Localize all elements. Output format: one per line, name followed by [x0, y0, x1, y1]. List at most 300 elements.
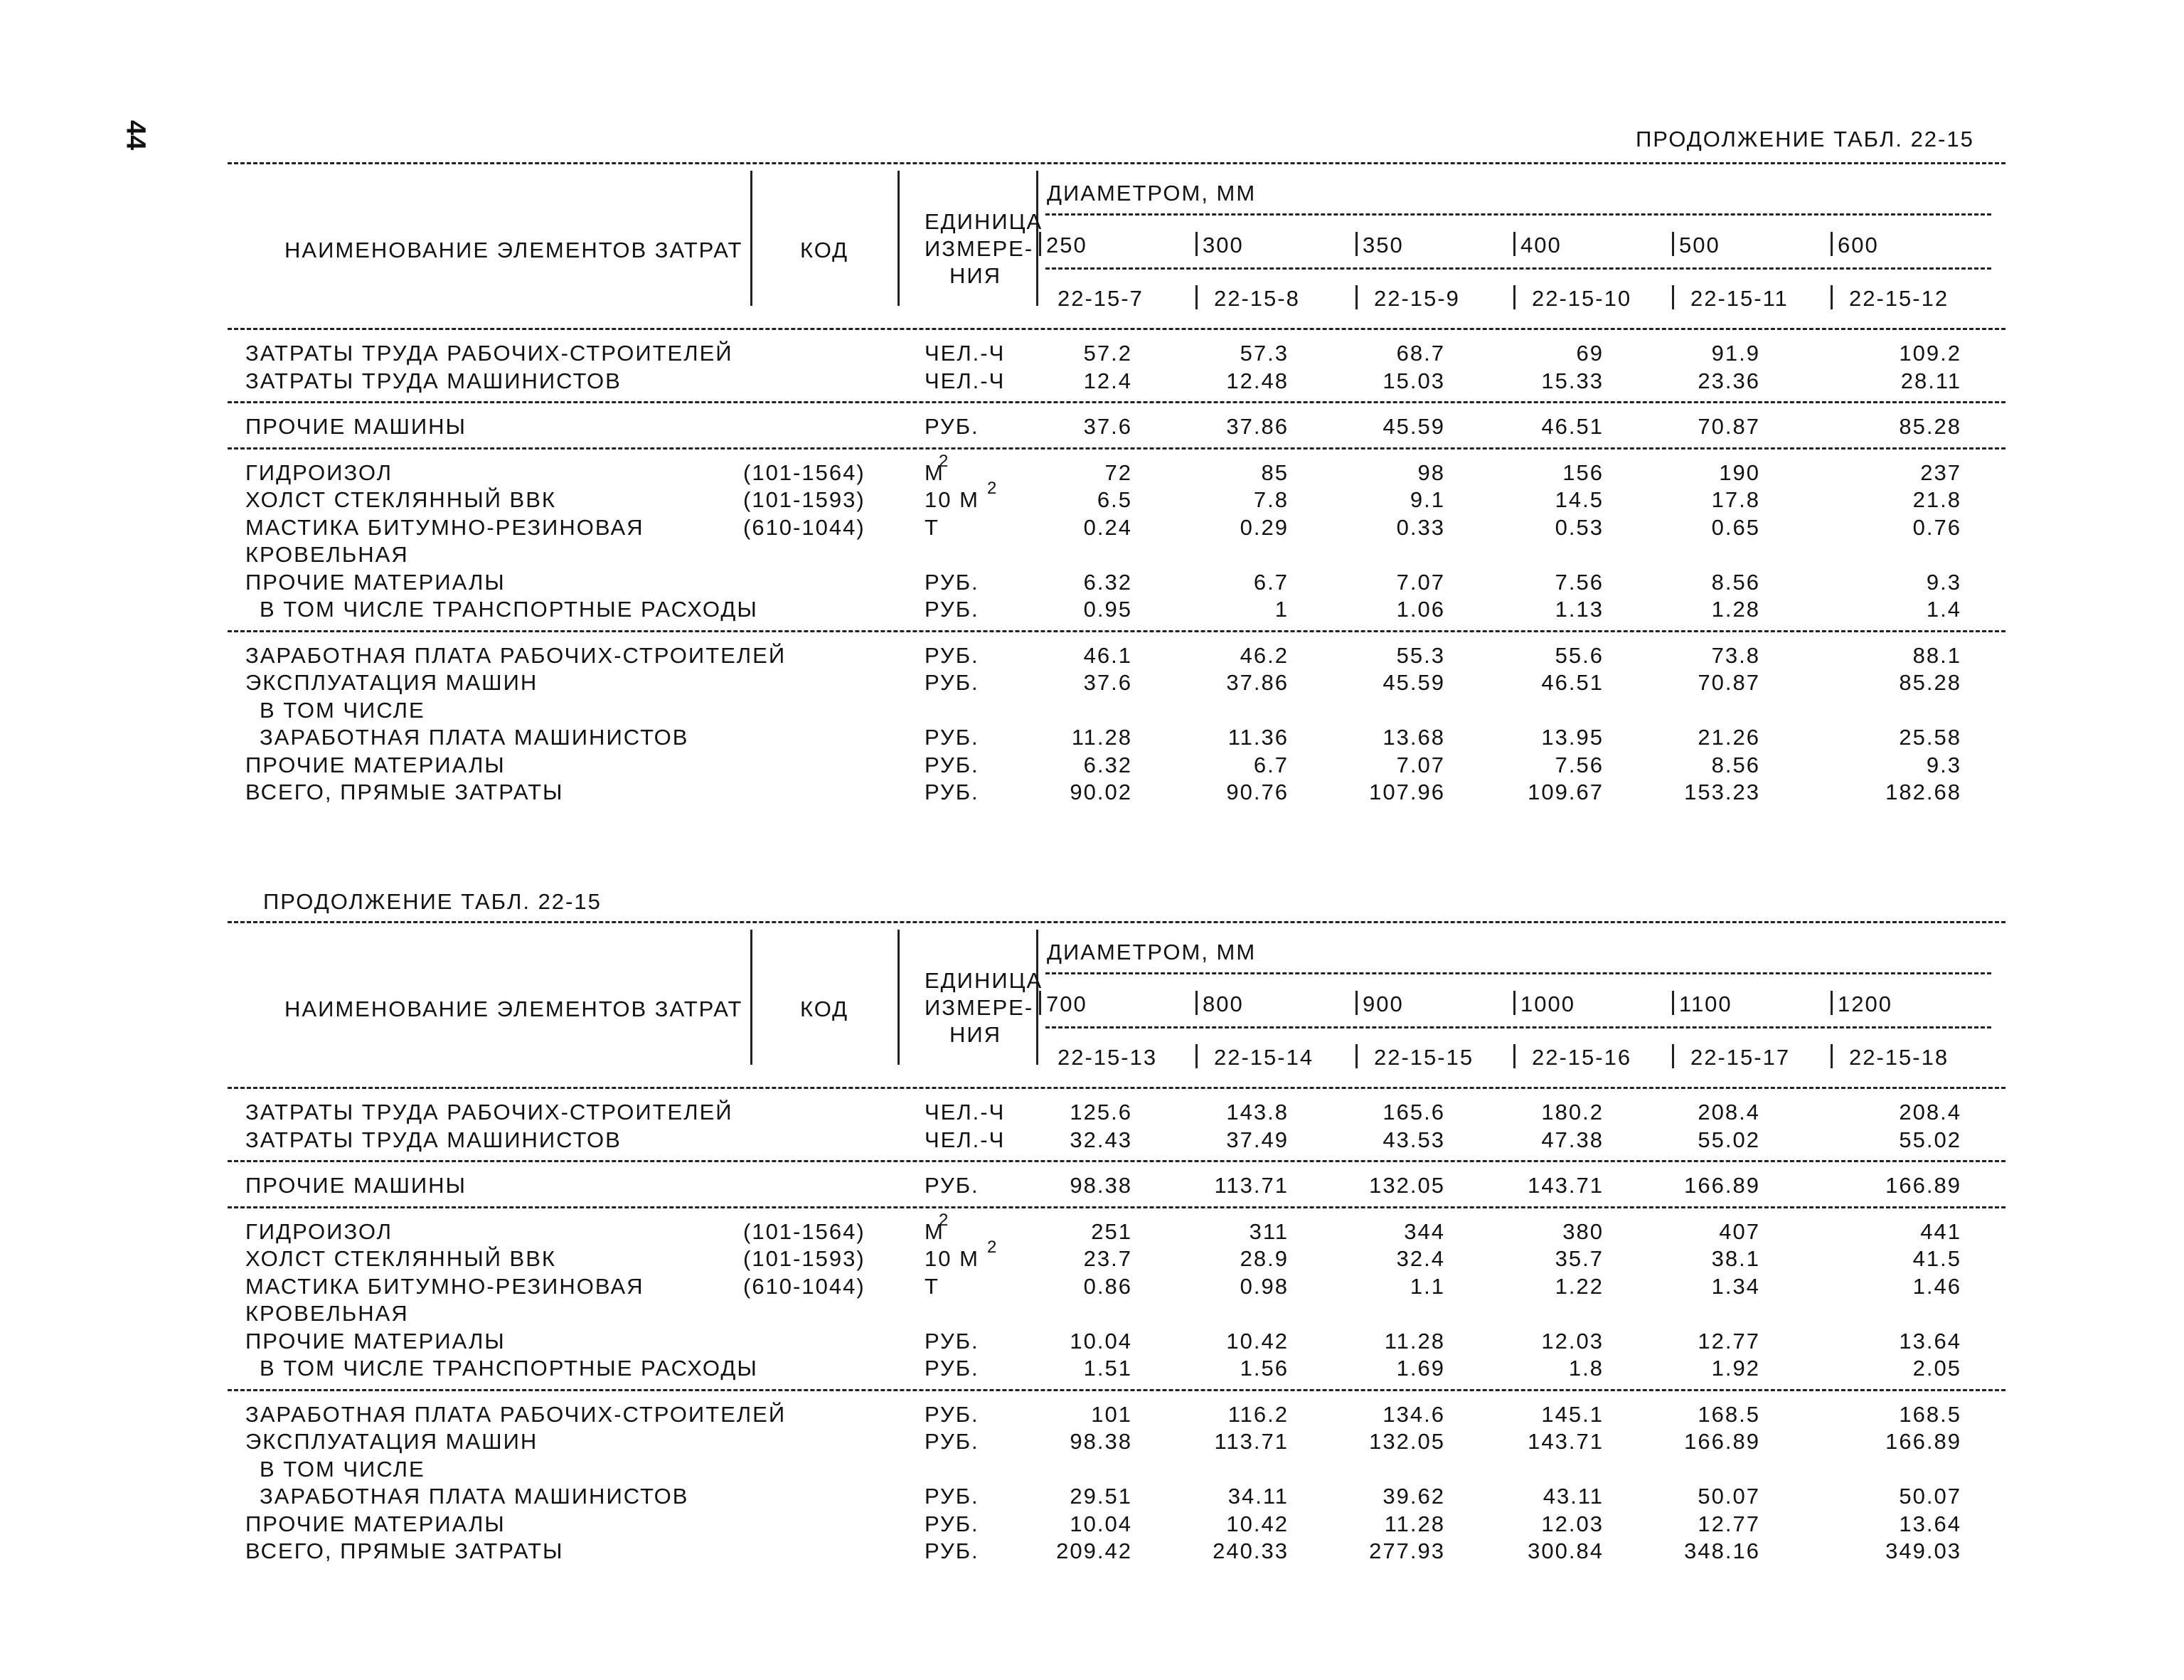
row-value: 13.68 — [1383, 725, 1445, 750]
row-name: ПРОЧИЕ МАШИНЫ — [245, 414, 467, 439]
table-code: 22-15-17 — [1690, 1045, 1791, 1070]
header-name-col: НАИМЕНОВАНИЕ ЭЛЕМЕНТОВ ЗАТРАТ — [284, 238, 743, 262]
diameter-divider — [1672, 991, 1674, 1015]
row-value: 28.11 — [1900, 368, 1961, 393]
row-value: 349.03 — [1885, 1538, 1961, 1563]
table-code: 22-15-14 — [1214, 1045, 1314, 1070]
row-value: 166.89 — [1684, 1429, 1760, 1454]
diameter-value: 300 — [1203, 233, 1244, 257]
row-value: 12.03 — [1541, 1328, 1604, 1354]
code-divider — [1355, 1044, 1358, 1068]
row-value: 6.32 — [1083, 752, 1132, 777]
row-value: 0.33 — [1396, 514, 1445, 540]
row-value: 12.48 — [1226, 368, 1289, 393]
row-value: 15.03 — [1383, 368, 1445, 393]
row-value: 37.6 — [1083, 670, 1132, 695]
row-value: 6.7 — [1253, 569, 1289, 595]
diameter-divider — [1672, 232, 1674, 256]
row-value: 10.42 — [1226, 1328, 1289, 1354]
row-value: 85 — [1261, 459, 1289, 485]
row-value: 1.4 — [1926, 597, 1961, 622]
row-unit: РУБ. — [925, 597, 979, 622]
diameter-divider — [1195, 232, 1198, 256]
header-divider — [750, 171, 752, 306]
header-divider — [897, 171, 900, 306]
row-value: 113.71 — [1214, 1429, 1289, 1454]
row-value: 50.07 — [1899, 1484, 1961, 1509]
row-resource-code: (101-1564) — [743, 459, 865, 485]
diameter-divider — [1513, 991, 1516, 1015]
row-unit: РУБ. — [925, 1511, 979, 1536]
row-value: 344 — [1404, 1218, 1445, 1244]
row-name: ЭКСПЛУАТАЦИЯ МАШИН — [245, 1429, 538, 1454]
row-unit-superscript: 2 — [987, 479, 998, 498]
row-value: 12.77 — [1698, 1511, 1760, 1536]
row-value: 0.53 — [1555, 514, 1604, 540]
row-value: 125.6 — [1070, 1100, 1132, 1125]
table-code: 22-15-8 — [1214, 286, 1300, 311]
row-value: 28.9 — [1240, 1246, 1289, 1271]
table-code: 22-15-16 — [1532, 1045, 1632, 1070]
row-value: 132.05 — [1369, 1429, 1445, 1454]
row-name: ВСЕГО, ПРЯМЫЕ ЗАТРАТЫ — [245, 1538, 564, 1563]
row-value: 23.36 — [1698, 368, 1760, 393]
row-value: 46.51 — [1541, 414, 1604, 439]
table-code: 22-15-15 — [1374, 1045, 1474, 1070]
row-unit-superscript: 2 — [987, 1238, 998, 1257]
row-value: 8.56 — [1711, 752, 1760, 777]
row-name: ПРОЧИЕ МАТЕРИАЛЫ — [245, 1328, 506, 1354]
row-value: 109.67 — [1528, 780, 1604, 804]
row-value: 10.04 — [1070, 1328, 1132, 1354]
row-unit: РУБ. — [925, 1429, 979, 1454]
row-value: 0.95 — [1083, 597, 1132, 622]
header-code-col: КОД — [800, 996, 849, 1021]
row-value: 50.07 — [1698, 1484, 1760, 1509]
row-unit-superscript: 2 — [939, 1210, 950, 1230]
header-top-rule — [228, 162, 2005, 164]
code-divider — [1195, 1044, 1198, 1068]
row-value: 91.9 — [1711, 341, 1760, 366]
row-value: 55.6 — [1555, 642, 1604, 668]
row-value: 55.02 — [1698, 1127, 1760, 1152]
row-value: 156 — [1562, 459, 1604, 485]
row-name: МАСТИКА БИТУМНО-РЕЗИНОВАЯ — [245, 1273, 644, 1299]
row-value: 168.5 — [1899, 1401, 1961, 1427]
row-value: 182.68 — [1885, 780, 1961, 804]
row-value: 57.2 — [1083, 341, 1132, 366]
row-value: 68.7 — [1396, 341, 1445, 366]
row-value: 101 — [1091, 1401, 1132, 1427]
row-value: 1 — [1274, 597, 1289, 622]
row-value: 14.5 — [1555, 487, 1604, 512]
row-value: 9.1 — [1410, 487, 1445, 512]
header-unit-col-line: НИЯ — [949, 263, 1002, 288]
row-value: 0.76 — [1912, 514, 1961, 540]
row-name: КРОВЕЛЬНАЯ — [245, 1301, 409, 1326]
diameter-value: 250 — [1046, 233, 1087, 257]
diameter-divider — [1195, 991, 1198, 1015]
diameter-value: 800 — [1203, 991, 1244, 1016]
row-value: 311 — [1249, 1218, 1289, 1244]
diameter-value: 1000 — [1520, 991, 1575, 1016]
diameter-value: 900 — [1363, 991, 1404, 1016]
table-code: 22-15-18 — [1849, 1045, 1949, 1070]
header-group-label: ДИАМЕТРОМ, ММ — [1047, 940, 1257, 964]
row-value: 1.1 — [1410, 1273, 1445, 1299]
row-unit: РУБ. — [925, 569, 979, 595]
header-rule-lower — [1045, 267, 1991, 270]
row-value: 240.33 — [1213, 1538, 1289, 1563]
row-unit: РУБ. — [925, 1356, 979, 1381]
row-value: 134.6 — [1383, 1401, 1445, 1427]
diameter-divider — [1831, 991, 1833, 1015]
row-value: 13.95 — [1541, 725, 1604, 750]
row-value: 143.8 — [1226, 1100, 1289, 1125]
row-value: 90.76 — [1226, 780, 1289, 804]
row-value: 21.8 — [1912, 487, 1961, 512]
row-value: 116.2 — [1227, 1401, 1289, 1427]
row-name: ЭКСПЛУАТАЦИЯ МАШИН — [245, 670, 538, 695]
code-divider — [1831, 285, 1833, 309]
row-value: 0.24 — [1083, 514, 1132, 540]
row-unit: РУБ. — [925, 1401, 979, 1427]
row-unit: М — [925, 1218, 944, 1244]
row-name: МАСТИКА БИТУМНО-РЕЗИНОВАЯ — [245, 514, 644, 540]
row-value: 25.58 — [1899, 725, 1961, 750]
row-value: 10.04 — [1070, 1511, 1132, 1536]
row-value: 37.86 — [1226, 670, 1289, 695]
row-value: 9.3 — [1926, 752, 1961, 777]
row-value: 90.02 — [1070, 780, 1132, 804]
row-value: 190 — [1719, 459, 1760, 485]
diameter-divider — [1355, 991, 1358, 1015]
header-top-rule — [228, 921, 2005, 923]
row-value: 46.2 — [1240, 642, 1289, 668]
row-value: 300.84 — [1528, 1538, 1604, 1563]
diameter-divider — [1513, 232, 1516, 256]
row-value: 13.64 — [1899, 1511, 1961, 1536]
row-value: 32.4 — [1396, 1246, 1445, 1271]
row-value: 98 — [1417, 459, 1445, 485]
row-unit: РУБ. — [925, 1173, 979, 1198]
row-value: 1.56 — [1240, 1356, 1289, 1381]
row-name: В ТОМ ЧИСЛЕ — [260, 1456, 425, 1482]
diameter-value: 350 — [1363, 233, 1404, 257]
row-value: 12.03 — [1541, 1511, 1604, 1536]
row-value: 237 — [1920, 459, 1961, 485]
row-unit: ЧЕЛ.-Ч — [925, 368, 1006, 393]
row-value: 37.86 — [1226, 414, 1289, 439]
row-value: 7.56 — [1555, 752, 1604, 777]
header-divider — [897, 930, 900, 1065]
row-value: 8.56 — [1711, 569, 1760, 595]
row-name: ЗАРАБОТНАЯ ПЛАТА РАБОЧИХ-СТРОИТЕЛЕЙ — [245, 642, 787, 668]
row-value: 43.11 — [1543, 1484, 1604, 1509]
row-name: ЗАТРАТЫ ТРУДА РАБОЧИХ-СТРОИТЕЛЕЙ — [245, 341, 733, 366]
group-rule — [228, 1206, 2005, 1208]
row-name: ЗАТРАТЫ ТРУДА МАШИНИСТОВ — [245, 1127, 622, 1152]
row-value: 132.05 — [1369, 1173, 1445, 1198]
row-value: 441 — [1920, 1218, 1961, 1244]
row-value: 57.3 — [1240, 341, 1289, 366]
row-resource-code: (101-1593) — [743, 487, 865, 512]
group-rule — [228, 1160, 2005, 1162]
row-name: ПРОЧИЕ МАТЕРИАЛЫ — [245, 1511, 506, 1536]
row-unit: РУБ. — [925, 780, 979, 804]
header-bottom-rule — [228, 1087, 2005, 1089]
row-value: 165.6 — [1383, 1100, 1445, 1125]
row-value: 46.51 — [1541, 670, 1604, 695]
row-value: 0.29 — [1240, 514, 1289, 540]
row-value: 11.28 — [1384, 1328, 1445, 1354]
row-value: 10.42 — [1226, 1511, 1289, 1536]
row-unit: РУБ. — [925, 642, 979, 668]
header-unit-col-line: ЕДИНИЦА — [925, 968, 1043, 993]
row-value: 13.64 — [1899, 1328, 1961, 1354]
diameter-divider — [1039, 232, 1041, 256]
row-name: В ТОМ ЧИСЛЕ ТРАНСПОРТНЫЕ РАСХОДЫ — [260, 597, 758, 622]
row-unit-superscript: 2 — [939, 451, 950, 471]
header-rule-upper — [1045, 213, 1991, 216]
row-value: 69 — [1576, 341, 1604, 366]
header-group-label: ДИАМЕТРОМ, ММ — [1047, 181, 1257, 206]
row-value: 1.69 — [1396, 1356, 1445, 1381]
row-value: 7.56 — [1555, 569, 1604, 595]
row-value: 1.46 — [1912, 1273, 1961, 1299]
code-divider — [1672, 285, 1674, 309]
diameter-value: 700 — [1046, 991, 1087, 1016]
header-code-col: КОД — [800, 238, 849, 262]
row-resource-code: (101-1564) — [743, 1218, 865, 1244]
row-unit: Т — [925, 1273, 939, 1299]
table-code: 22-15-9 — [1374, 286, 1460, 311]
row-value: 1.22 — [1555, 1273, 1604, 1299]
group-rule — [228, 1389, 2005, 1391]
row-value: 277.93 — [1369, 1538, 1445, 1563]
row-value: 70.87 — [1698, 414, 1760, 439]
header-rule-upper — [1045, 972, 1991, 974]
row-unit: РУБ. — [925, 1484, 979, 1509]
row-name: В ТОМ ЧИСЛЕ — [260, 697, 425, 723]
row-value: 166.89 — [1885, 1173, 1961, 1198]
row-name: ПРОЧИЕ МАТЕРИАЛЫ — [245, 752, 506, 777]
row-name: ЗАТРАТЫ ТРУДА МАШИНИСТОВ — [245, 368, 622, 393]
row-value: 348.16 — [1684, 1538, 1760, 1563]
row-unit: ЧЕЛ.-Ч — [925, 1127, 1006, 1152]
table-1-continuation-title: ПРОДОЛЖЕНИЕ ТАБЛ. 22-15 — [1636, 127, 1974, 151]
row-resource-code: (101-1593) — [743, 1246, 865, 1271]
row-unit: РУБ. — [925, 725, 979, 750]
row-value: 166.89 — [1885, 1429, 1961, 1454]
row-value: 43.53 — [1383, 1127, 1445, 1152]
row-value: 153.23 — [1684, 780, 1760, 804]
row-value: 113.71 — [1214, 1173, 1289, 1198]
row-value: 1.92 — [1711, 1356, 1760, 1381]
row-value: 1.28 — [1711, 597, 1760, 622]
diameter-value: 500 — [1679, 233, 1720, 257]
row-value: 7.07 — [1396, 569, 1445, 595]
row-name: КРОВЕЛЬНАЯ — [245, 542, 409, 567]
row-value: 45.59 — [1383, 414, 1445, 439]
row-value: 11.28 — [1384, 1511, 1445, 1536]
row-value: 88.1 — [1912, 642, 1961, 668]
diameter-value: 400 — [1520, 233, 1562, 257]
header-divider — [1036, 930, 1038, 1065]
code-divider — [1355, 285, 1358, 309]
row-value: 55.02 — [1899, 1127, 1961, 1152]
row-value: 12.77 — [1698, 1328, 1760, 1354]
group-rule — [228, 401, 2005, 403]
row-value: 0.86 — [1083, 1273, 1132, 1299]
header-unit-col-line: НИЯ — [949, 1022, 1002, 1047]
row-value: 46.1 — [1083, 642, 1132, 668]
group-rule — [228, 630, 2005, 632]
row-name: ЗАРАБОТНАЯ ПЛАТА МАШИНИСТОВ — [260, 725, 689, 750]
table-code: 22-15-7 — [1058, 286, 1144, 311]
code-divider — [1831, 1044, 1833, 1068]
row-name: ЗАТРАТЫ ТРУДА РАБОЧИХ-СТРОИТЕЛЕЙ — [245, 1100, 733, 1125]
row-value: 109.2 — [1899, 341, 1961, 366]
page-number: 44 — [120, 119, 151, 151]
row-value: 166.89 — [1684, 1173, 1760, 1198]
row-value: 1.13 — [1555, 597, 1604, 622]
row-unit: РУБ. — [925, 752, 979, 777]
header-unit-col-line: ЕДИНИЦА — [925, 209, 1043, 234]
code-divider — [1513, 285, 1516, 309]
group-rule — [228, 447, 2005, 450]
row-name: ВСЕГО, ПРЯМЫЕ ЗАТРАТЫ — [245, 780, 564, 804]
code-divider — [1513, 1044, 1516, 1068]
row-unit: РУБ. — [925, 670, 979, 695]
table-code: 22-15-11 — [1690, 286, 1789, 311]
row-value: 7.07 — [1396, 752, 1445, 777]
row-value: 85.28 — [1899, 414, 1961, 439]
row-value: 38.1 — [1711, 1246, 1760, 1271]
row-value: 6.5 — [1097, 487, 1132, 512]
row-value: 143.71 — [1528, 1429, 1604, 1454]
header-unit-col-line: ИЗМЕРЕ- — [925, 236, 1034, 261]
row-value: 251 — [1091, 1218, 1132, 1244]
row-value: 37.6 — [1083, 414, 1132, 439]
table-2-continuation-title: ПРОДОЛЖЕНИЕ ТАБЛ. 22-15 — [263, 889, 602, 914]
diameter-value: 1100 — [1679, 991, 1732, 1016]
row-value: 29.51 — [1070, 1484, 1132, 1509]
diameter-divider — [1039, 991, 1041, 1015]
row-value: 11.28 — [1071, 725, 1132, 750]
row-name: ЗАРАБОТНАЯ ПЛАТА РАБОЧИХ-СТРОИТЕЛЕЙ — [245, 1401, 787, 1427]
code-divider — [1195, 285, 1198, 309]
row-value: 98.38 — [1070, 1429, 1132, 1454]
row-unit: ЧЕЛ.-Ч — [925, 1100, 1006, 1125]
row-value: 85.28 — [1899, 670, 1961, 695]
row-value: 55.3 — [1396, 642, 1445, 668]
row-value: 6.32 — [1083, 569, 1132, 595]
row-name: ПРОЧИЕ МАТЕРИАЛЫ — [245, 569, 506, 595]
row-value: 72 — [1104, 459, 1132, 485]
table-code: 22-15-10 — [1532, 286, 1632, 311]
row-value: 98.38 — [1070, 1173, 1132, 1198]
row-value: 45.59 — [1383, 670, 1445, 695]
row-value: 1.06 — [1396, 597, 1445, 622]
row-value: 39.62 — [1383, 1484, 1445, 1509]
row-value: 12.4 — [1083, 368, 1132, 393]
row-value: 143.71 — [1528, 1173, 1604, 1198]
row-unit: ЧЕЛ.-Ч — [925, 341, 1006, 366]
diameter-divider — [1831, 232, 1833, 256]
row-name: ГИДРОИЗОЛ — [245, 1218, 393, 1244]
row-value: 21.26 — [1698, 725, 1760, 750]
row-unit: РУБ. — [925, 414, 979, 439]
row-value: 9.3 — [1926, 569, 1961, 595]
row-value: 407 — [1719, 1218, 1760, 1244]
row-value: 380 — [1562, 1218, 1604, 1244]
row-unit: 10 М — [925, 487, 979, 512]
table-code: 22-15-13 — [1058, 1045, 1158, 1070]
row-value: 7.8 — [1253, 487, 1289, 512]
row-unit: М — [925, 459, 944, 485]
row-value: 37.49 — [1226, 1127, 1289, 1152]
header-bottom-rule — [228, 328, 2005, 330]
header-unit-col-line: ИЗМЕРЕ- — [925, 995, 1034, 1020]
row-value: 1.8 — [1568, 1356, 1604, 1381]
row-value: 41.5 — [1912, 1246, 1961, 1271]
row-name: ГИДРОИЗОЛ — [245, 459, 393, 485]
row-value: 73.8 — [1711, 642, 1760, 668]
row-value: 107.96 — [1369, 780, 1445, 804]
row-value: 180.2 — [1541, 1100, 1604, 1125]
row-name: В ТОМ ЧИСЛЕ ТРАНСПОРТНЫЕ РАСХОДЫ — [260, 1356, 758, 1381]
row-resource-code: (610-1044) — [743, 514, 865, 540]
row-unit: Т — [925, 514, 939, 540]
diameter-value: 1200 — [1838, 991, 1892, 1016]
row-value: 35.7 — [1555, 1246, 1604, 1271]
row-value: 0.98 — [1240, 1273, 1289, 1299]
row-value: 6.7 — [1253, 752, 1289, 777]
header-divider — [1036, 171, 1038, 306]
row-value: 15.33 — [1541, 368, 1604, 393]
header-rule-lower — [1045, 1026, 1991, 1028]
row-name: ПРОЧИЕ МАШИНЫ — [245, 1173, 467, 1198]
row-value: 1.34 — [1711, 1273, 1760, 1299]
row-name: ЗАРАБОТНАЯ ПЛАТА МАШИНИСТОВ — [260, 1484, 689, 1509]
row-unit: РУБ. — [925, 1328, 979, 1354]
row-value: 0.65 — [1711, 514, 1760, 540]
row-value: 11.36 — [1227, 725, 1289, 750]
row-value: 70.87 — [1698, 670, 1760, 695]
row-value: 2.05 — [1912, 1356, 1961, 1381]
diameter-value: 600 — [1838, 233, 1879, 257]
row-value: 145.1 — [1541, 1401, 1604, 1427]
row-value: 23.7 — [1083, 1246, 1132, 1271]
row-unit: 10 М — [925, 1246, 979, 1271]
row-value: 34.11 — [1227, 1484, 1289, 1509]
row-value: 208.4 — [1698, 1100, 1760, 1125]
diameter-divider — [1355, 232, 1358, 256]
header-name-col: НАИМЕНОВАНИЕ ЭЛЕМЕНТОВ ЗАТРАТ — [284, 996, 743, 1021]
row-unit: РУБ. — [925, 1538, 979, 1563]
row-name: ХОЛСТ СТЕКЛЯННЫЙ ВВК — [245, 487, 556, 512]
table-code: 22-15-12 — [1849, 286, 1949, 311]
header-divider — [750, 930, 752, 1065]
row-value: 1.51 — [1083, 1356, 1132, 1381]
row-value: 47.38 — [1541, 1127, 1604, 1152]
row-name: ХОЛСТ СТЕКЛЯННЫЙ ВВК — [245, 1246, 556, 1271]
row-value: 209.42 — [1056, 1538, 1132, 1563]
row-resource-code: (610-1044) — [743, 1273, 865, 1299]
row-value: 17.8 — [1711, 487, 1760, 512]
row-value: 208.4 — [1899, 1100, 1961, 1125]
